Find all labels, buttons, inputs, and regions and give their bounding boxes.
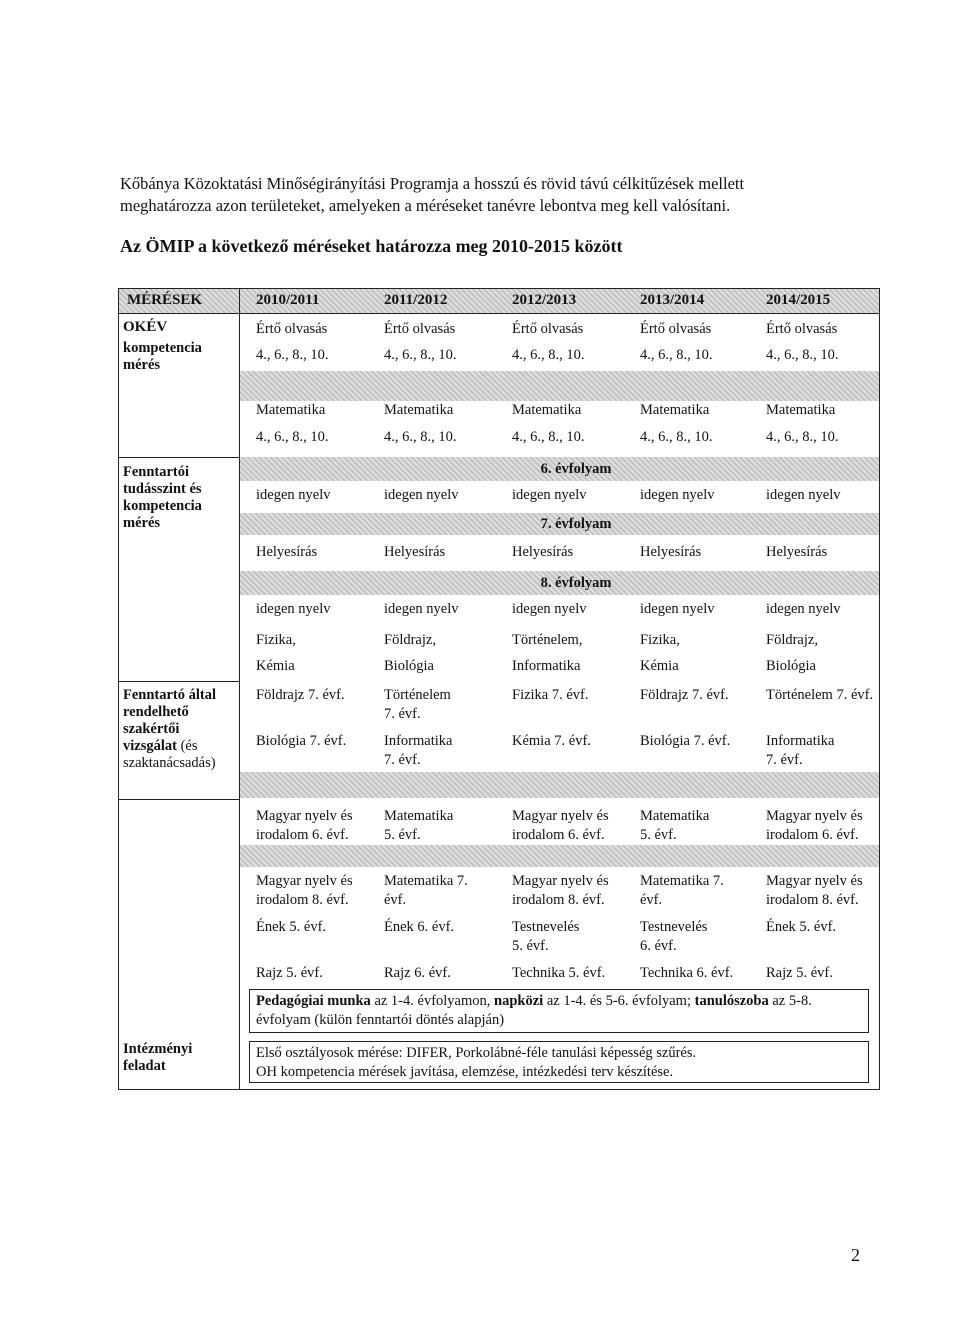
cell: Helyesírás [640, 544, 702, 560]
pedagogiai-munka-box: Pedagógiai munka az 1-4. évfolyamon, napközi az 1-4. és 5-6. évfolyam; tanulószoba az 5-8. évfolyam (külön fenntartói döntés alapján) [249, 989, 869, 1033]
cell: idegen nyelv [256, 487, 331, 503]
separator-band [239, 371, 879, 401]
cell: Kémia 7. évf. [512, 733, 591, 749]
cell: Értő olvasás [640, 321, 712, 337]
cell: Matematika 7. évf. [384, 873, 468, 908]
cell: Technika 6. évf. [640, 965, 734, 981]
cell: Magyar nyelv és irodalom 6. évf. [256, 808, 353, 843]
cell: Ének 5. évf. [256, 919, 327, 935]
cell: 4., 6., 8., 10. [512, 347, 585, 363]
cell: 4., 6., 8., 10. [766, 429, 839, 445]
header-band [119, 289, 879, 313]
cell: Matematika [766, 402, 836, 418]
separator-band [239, 772, 879, 798]
cell: idegen nyelv [256, 601, 331, 617]
row-divider [119, 681, 239, 682]
cell: Biológia 7. évf. [640, 733, 731, 749]
institutional-tasks-box: Első osztályosok mérése: DIFER, Porkolábné-féle tanulási képesség szűrés. OH kompetencia mérések javítása, elemzése, intézkedési terv készítése. [249, 1041, 869, 1083]
cell: idegen nyelv [766, 601, 841, 617]
cell: Biológia 7. évf. [256, 733, 347, 749]
intro-line: meghatározza azon területeket, amelyeken a méréseket tanévre lebontva meg kell valósítani. [120, 196, 731, 215]
cell: Földrajz 7. évf. [256, 687, 345, 703]
cell: Testnevelés 5. évf. [512, 919, 580, 954]
cell: Magyar nyelv és irodalom 8. évf. [256, 873, 353, 908]
intro-paragraph [120, 173, 880, 217]
row-divider [119, 799, 239, 800]
cell: Matematika 7. évf. [640, 873, 724, 908]
row-divider [119, 457, 239, 458]
cell: 4., 6., 8., 10. [512, 429, 585, 445]
measurement-table [118, 288, 880, 1090]
cell: Értő olvasás [766, 321, 838, 337]
cell: idegen nyelv [640, 601, 715, 617]
cell: Fizika, [640, 632, 680, 648]
cell: Értő olvasás [256, 321, 328, 337]
intezmenyi-label: Intézményi feladat [123, 1041, 193, 1074]
cell: Helyesírás [766, 544, 828, 560]
cell: Technika 5. évf. [512, 965, 606, 981]
cell: Biológia [384, 658, 434, 674]
cell: Magyar nyelv és irodalom 8. évf. [512, 873, 609, 908]
row-divider [119, 313, 879, 314]
cell: Kémia [256, 658, 295, 674]
cell: 4., 6., 8., 10. [640, 347, 713, 363]
header-merések: MÉRÉSEK [127, 292, 203, 308]
cell: Magyar nyelv és irodalom 6. évf. [766, 808, 863, 843]
cell: idegen nyelv [640, 487, 715, 503]
cell: Ének 5. évf. [766, 919, 837, 935]
cell: Matematika [512, 402, 582, 418]
header-year: 2012/2013 [512, 292, 577, 308]
cell: Történelem 7. évf. [384, 687, 451, 722]
cell: Matematika [256, 402, 326, 418]
separator-band [239, 845, 879, 867]
cell: Helyesírás [512, 544, 574, 560]
cell: Földrajz, [766, 632, 818, 648]
cell: Földrajz 7. évf. [640, 687, 729, 703]
cell: 4., 6., 8., 10. [256, 429, 329, 445]
cell: Történelem 7. évf. [766, 687, 874, 703]
cell: Értő olvasás [384, 321, 456, 337]
cell: Matematika [384, 402, 454, 418]
okev-label: OKÉV kompetencia mérés [123, 319, 202, 373]
cell: 4., 6., 8., 10. [766, 347, 839, 363]
cell: Magyar nyelv és irodalom 6. évf. [512, 808, 609, 843]
cell: Helyesírás [256, 544, 318, 560]
cell: idegen nyelv [384, 601, 459, 617]
column-divider [239, 289, 240, 1089]
cell: Rajz 6. évf. [384, 965, 451, 981]
cell: 4., 6., 8., 10. [640, 429, 713, 445]
cell: idegen nyelv [766, 487, 841, 503]
cell: Matematika 5. évf. [384, 808, 454, 843]
cell: 4., 6., 8., 10. [256, 347, 329, 363]
cell: Kémia [640, 658, 679, 674]
cell: Matematika 5. évf. [640, 808, 710, 843]
cell: idegen nyelv [512, 601, 587, 617]
cell: Testnevelés 6. évf. [640, 919, 708, 954]
fenntartoi-label: Fenntartói tudásszint és kompetencia mérés [123, 464, 202, 531]
header-year: 2014/2015 [766, 292, 831, 308]
cell: idegen nyelv [384, 487, 459, 503]
cell: Értő olvasás [512, 321, 584, 337]
cell: Informatika 7. évf. [766, 733, 835, 768]
grade-label: 7. évfolyam [540, 516, 612, 532]
szakertoi-label: Fenntartó által rendelhető szakértői vizsgálat (és szaktanácsadás) [123, 687, 217, 771]
cell: idegen nyelv [512, 487, 587, 503]
cell: Magyar nyelv és irodalom 8. évf. [766, 873, 863, 908]
cell: Rajz 5. évf. [766, 965, 833, 981]
cell: Fizika 7. évf. [512, 687, 589, 703]
cell: 4., 6., 8., 10. [384, 429, 457, 445]
cell: Informatika [512, 658, 581, 674]
grade-label: 8. évfolyam [540, 575, 612, 591]
intro-line: Kőbánya Közoktatási Minőségirányítási Programja a hosszú és rövid távú célkitűzések mellett [120, 174, 745, 193]
cell: Informatika 7. évf. [384, 733, 453, 768]
cell: Történelem, [512, 632, 583, 648]
section-heading: Az ÖMIP a következő méréseket határozza meg 2010-2015 között [120, 236, 623, 256]
cell: Fizika, [256, 632, 296, 648]
cell: Biológia [766, 658, 816, 674]
cell: Helyesírás [384, 544, 446, 560]
header-year: 2010/2011 [256, 292, 320, 308]
cell: Matematika [640, 402, 710, 418]
header-year: 2013/2014 [640, 292, 705, 308]
cell: Ének 6. évf. [384, 919, 455, 935]
grade-label: 6. évfolyam [540, 461, 612, 477]
header-year: 2011/2012 [384, 292, 448, 308]
cell: Földrajz, [384, 632, 436, 648]
cell: 4., 6., 8., 10. [384, 347, 457, 363]
page-number: 2 [851, 1245, 860, 1265]
cell: Rajz 5. évf. [256, 965, 323, 981]
